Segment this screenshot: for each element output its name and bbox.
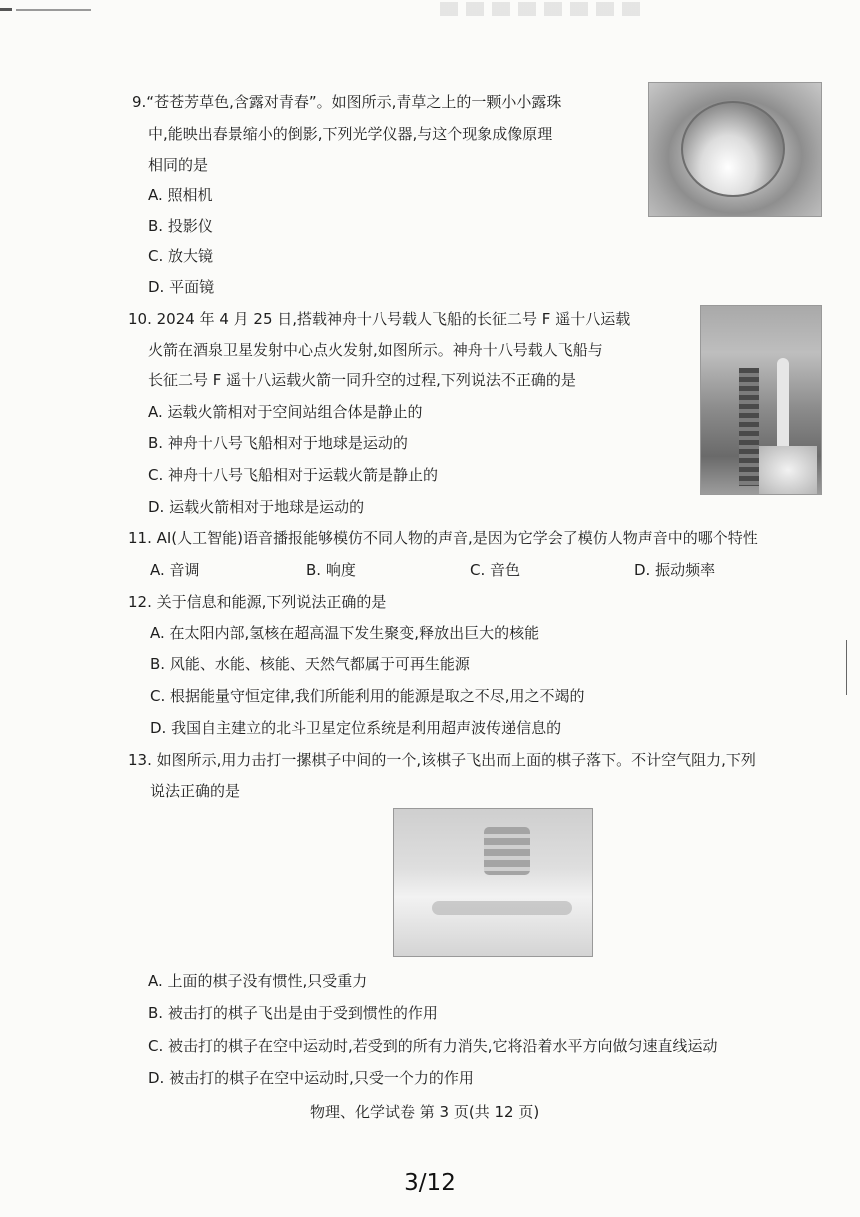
page-footer: 物理、化学试卷 第 3 页(共 12 页) xyxy=(310,1103,540,1121)
question-line: 说法正确的是 xyxy=(150,782,241,800)
option-d: D. 运载火箭相对于地球是运动的 xyxy=(148,498,365,516)
option-b: B. 神舟十八号飞船相对于地球是运动的 xyxy=(148,434,408,452)
question-line: 11. AI(人工智能)语音播报能够模仿不同人物的声音,是因为它学会了模仿人物声音中的哪个特性 xyxy=(128,529,758,547)
question-line: 9.“苍苍芳草色,含露对青春”。如图所示,青草之上的一颗小小露珠 xyxy=(132,93,562,111)
chess-pieces-photo xyxy=(393,808,593,957)
dewdrop-photo xyxy=(648,82,822,217)
option-a: A. 运载火箭相对于空间站组合体是静止的 xyxy=(148,403,423,421)
option-c: C. 根据能量守恒定律,我们所能利用的能源是取之不尽,用之不竭的 xyxy=(150,687,585,705)
rocket-launch-photo xyxy=(700,305,822,495)
option-c: C. 被击打的棋子在空中运动时,若受到的所有力消失,它将沿着水平方向做匀速直线运动 xyxy=(148,1037,718,1055)
question-line: 中,能映出春景缩小的倒影,下列光学仪器,与这个现象成像原理 xyxy=(148,125,553,143)
option-d: D. 振动频率 xyxy=(634,561,716,579)
option-b: B. 响度 xyxy=(306,561,356,579)
option-d: D. 平面镜 xyxy=(148,278,215,296)
faint-header-text xyxy=(440,2,640,16)
option-b: B. 风能、水能、核能、天然气都属于可再生能源 xyxy=(150,655,470,673)
question-line: 13. 如图所示,用力击打一摞棋子中间的一个,该棋子飞出而上面的棋子落下。不计空气阻力,下列 xyxy=(128,751,756,769)
option-a: A. 在太阳内部,氢核在超高温下发生聚变,释放出巨大的核能 xyxy=(150,624,540,642)
question-line: 相同的是 xyxy=(148,156,209,174)
option-a: A. 上面的棋子没有惯性,只受重力 xyxy=(148,972,368,990)
scan-edge-mark xyxy=(846,640,847,695)
option-c: C. 神舟十八号飞船相对于运载火箭是静止的 xyxy=(148,466,439,484)
option-a: A. 音调 xyxy=(150,561,200,579)
option-c: C. 音色 xyxy=(470,561,521,579)
option-d: D. 被击打的棋子在空中运动时,只受一个力的作用 xyxy=(148,1069,474,1087)
scan-mark xyxy=(16,9,91,11)
option-a: A. 照相机 xyxy=(148,186,213,204)
question-line: 长征二号 F 遥十八运载火箭一同升空的过程,下列说法不正确的是 xyxy=(148,371,576,389)
scan-header-artifact xyxy=(0,0,860,24)
option-b: B. 投影仪 xyxy=(148,217,213,235)
option-b: B. 被击打的棋子飞出是由于受到惯性的作用 xyxy=(148,1004,438,1022)
option-d: D. 我国自主建立的北斗卫星定位系统是利用超声波传递信息的 xyxy=(150,719,562,737)
page-counter: 3/12 xyxy=(404,1170,456,1196)
question-line: 火箭在酒泉卫星发射中心点火发射,如图所示。神舟十八号载人飞船与 xyxy=(148,341,603,359)
question-line: 12. 关于信息和能源,下列说法正确的是 xyxy=(128,593,387,611)
option-c: C. 放大镜 xyxy=(148,247,214,265)
question-line: 10. 2024 年 4 月 25 日,搭载神舟十八号载人飞船的长征二号 F 遥十八运载 xyxy=(128,310,631,328)
scan-mark xyxy=(0,8,12,11)
